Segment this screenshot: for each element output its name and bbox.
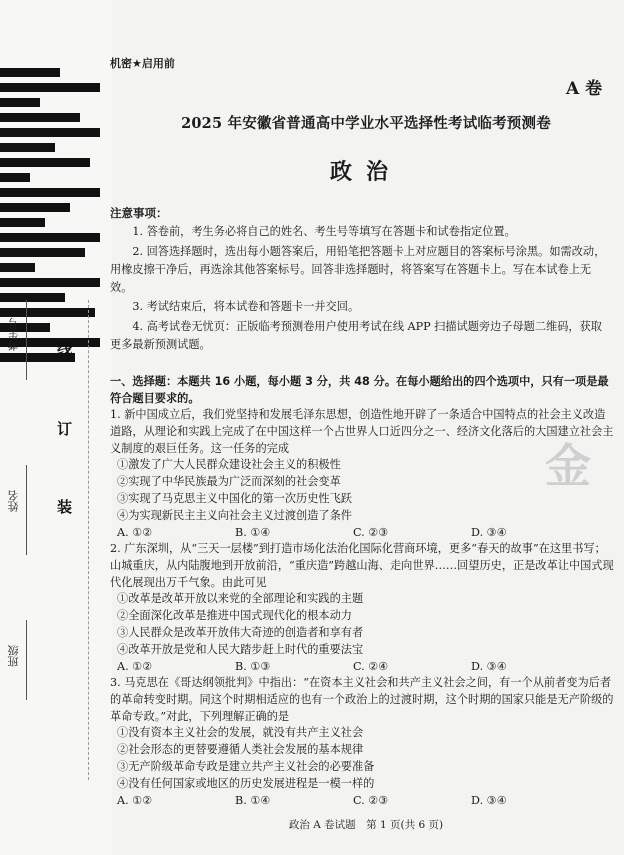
note-item: 1. 答卷前，考生务必将自己的姓名、考生号等填写在答题卡和试卷指定位置。 [132,225,516,238]
barcode-bar [0,98,40,107]
statement-option: ①没有资本主义社会的发展，就没有共产主义社会 [117,726,364,740]
statement-option: ①激发了广大人民群众建设社会主义的积极性 [117,458,341,472]
binding-char-line: 线 [57,340,73,358]
statement-option: ④为实现新民主主义向社会主义过渡创造了条件 [117,508,352,522]
question-stem: 2. 广东深圳，从“三天一层楼”到打造市场化法治化国际化营商环境，更多“春天的故事”在这里书写；山城重庆，从内陆腹地到开放前沿，“重庆造”跨越山海、走向世界……回望历史，正是改革让中国式现代化展现出万千气象。由此可见 [110,542,614,589]
exam-no-underline [26,300,27,380]
barcode-bar [0,263,35,272]
statement-option: ④改革开放是党和人民大踏步赶上时代的重要法宝 [117,642,364,656]
barcode-bar [0,173,30,182]
choice-c: C. ②④ [353,659,389,673]
choice-c: C. ②③ [353,525,389,539]
version-badge: A 卷 [566,79,603,99]
choice-a: A. ①② [117,793,153,807]
notes-heading: 注意事项： [110,206,168,220]
watermark-stamp: 金 [545,439,591,493]
barcode-bar [0,113,80,122]
choice-d: D. ③④ [471,659,507,673]
binding-char-ding: 订 [57,420,73,438]
answer-choices [110,793,615,810]
binding-char-zhuang: 装 [57,498,73,516]
exam-no-field-label: 考生号 [7,318,20,351]
answer-choices [110,659,615,676]
statement-option: ④没有任何国家或地区的历史发展进程是一模一样的 [117,776,375,790]
statement-option: ③实现了马克思主义中国化的第一次历史性飞跃 [117,491,352,505]
barcode-bar [0,68,60,77]
binding-dashed-line [88,300,89,780]
statement-option: ②全面深化改革是推进中国式现代化的根本动力 [117,609,352,623]
barcode-bar [0,158,90,167]
page-footer: 政治 A 卷试题 第 1 页(共 6 页) [288,819,444,831]
statement-option: ①改革是改革开放以来党的全部理论和实践的主题 [117,592,364,606]
barcode-bar [0,188,100,197]
class-field-label: 班级 [7,645,20,667]
choice-d: D. ③④ [471,793,507,807]
class-underline [26,620,27,700]
secret-label: 机密★启用前 [110,57,175,70]
barcode-bar [0,143,55,152]
barcode-bar [0,203,70,212]
barcode-bar [0,233,100,242]
statement-option: ②社会形态的更替要遵循人类社会发展的基本规律 [117,743,364,757]
note-item: 4. 高考试卷无忧页：正版临考预测卷用户使用考试在线 APP 扫描试题旁边子母题二维码，获取更多最新预测试题。 [110,320,602,351]
barcode-bar [0,128,100,137]
choice-a: A. ①② [117,659,153,673]
barcode-bar [0,308,95,317]
statement-option: ③无产阶级革命专政是建立共产主义社会的必要准备 [117,759,375,773]
question-3 [110,675,615,809]
statement-option: ②实现了中华民族最为广泛而深刻的社会变革 [117,475,341,489]
section-heading: 一、选择题：本题共 16 小题，每小题 3 分，共 48 分。在每小题给出的四个选项中，只有一项是最符合题目要求的。 [110,375,609,405]
note-item: 3. 考试结束后，将本试卷和答题卡一并交回。 [132,300,360,313]
choice-d: D. ③④ [471,525,507,539]
note-item: 2. 回答选择题时，选出每小题答案后，用铅笔把答题卡上对应题目的答案标号涂黑。如需改动，用橡皮擦干净后，再选涂其他答案标号。回答非选择题时，将答案写在答题卡上。写在本试卷上无效。 [110,245,606,294]
barcode-bar [0,83,100,92]
barcode-bar [0,293,65,302]
name-underline [26,465,27,555]
barcode-bar [0,248,85,257]
name-field-label: 姓名 [7,490,20,512]
question-2 [110,541,615,675]
exam-title: 2025 年安徽省普通高中学业水平选择性考试临考预测卷 [181,115,551,132]
choice-a: A. ①② [117,525,153,539]
choice-b: B. ①③ [235,659,271,673]
barcode-bar [0,278,100,287]
question-1 [110,407,615,541]
question-stem: 3. 马克思在《哥达纲领批判》中指出：“在资本主义社会和共产主义社会之间，有一个从前者变为后者的革命转变时期。同这个时期相适应的也有一个政治上的过渡时期，这个时期的国家只能是无产阶级的革命专政。”对此，下列理解正确的是 [110,676,614,723]
answer-choices [110,525,615,542]
subject-title: 政治 [329,159,402,185]
question-stem: 1. 新中国成立后，我们党坚持和发展毛泽东思想，创造性地开辟了一条适合中国特点的社会主义改造道路，从理论和实践上完成了在中国这样一个占世界人口近四分之一、经济文化落后的大国建立社会主义制度的艰巨任务。这一任务的完成 [110,408,614,455]
statement-option: ③人民群众是改革开放伟大奇迹的创造者和享有者 [117,625,364,639]
choice-c: C. ②③ [353,793,389,807]
barcode-bar [0,218,45,227]
choice-b: B. ①④ [235,793,271,807]
choice-b: B. ①④ [235,525,271,539]
